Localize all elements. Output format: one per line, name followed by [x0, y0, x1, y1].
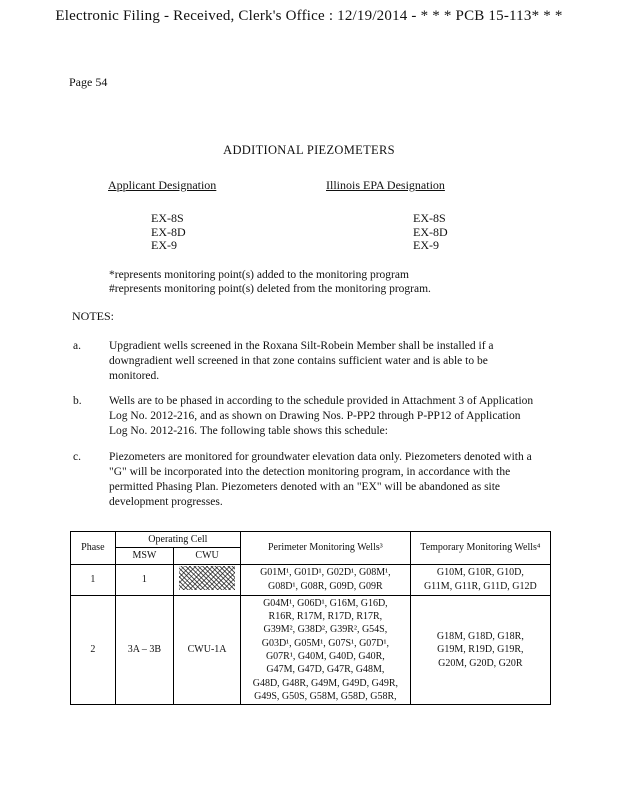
legend-added: *represents monitoring point(s) added to the monitoring program	[109, 269, 409, 281]
note-text: Upgradient wells screened in the Roxana Silt-Robein Member shall be installed if a downgradient well screened in that zone contains sufficient water and is able to be monitored.	[109, 340, 494, 382]
note-label: c.	[73, 451, 81, 463]
applicant-designation-heading: Applicant Designation	[108, 178, 217, 192]
header-cwu: CWU	[174, 548, 241, 564]
cell-phase: 2	[71, 595, 116, 704]
well-line: G07R¹, G40M, G40D, G40R,	[265, 651, 385, 663]
cell-cwu	[174, 564, 241, 595]
well-id: EX-8D	[151, 224, 186, 239]
well-line: G08D¹, G08R, G09D, G09R	[268, 580, 383, 592]
page-title: ADDITIONAL PIEZOMETERS	[223, 143, 395, 157]
applicant-wells-list	[151, 212, 186, 253]
well-line: G48D, G48R, G49M, G49D, G49R,	[252, 677, 399, 689]
legend	[109, 268, 431, 296]
cell-temporary	[410, 564, 550, 595]
epa-designation-heading: Illinois EPA Designation	[326, 178, 445, 192]
header-operating-cell: Operating Cell	[115, 532, 240, 548]
cell-phase: 1	[71, 564, 116, 595]
header-phase: Phase	[71, 532, 116, 565]
well-line: G20M, G20D, G20R	[438, 657, 523, 669]
note-a	[73, 339, 543, 384]
cell-perimeter	[241, 564, 411, 595]
well-id: EX-9	[151, 238, 177, 252]
well-id: EX-9	[413, 238, 439, 252]
well-line: G01M¹, G01D¹, G02D¹, G08M¹,	[260, 567, 391, 579]
cell-perimeter	[241, 595, 411, 704]
page-number: Page 54	[69, 75, 108, 89]
well-line: G39M², G38D², G39R², G54S,	[263, 624, 388, 636]
scan-noise-pattern	[179, 566, 235, 590]
well-line: G19M, R19D, G19R,	[437, 644, 524, 656]
cell-temporary	[410, 595, 550, 704]
well-line: G10M, G10R, G10D,	[436, 567, 524, 579]
epa-wells-list	[413, 212, 448, 253]
note-b	[73, 394, 543, 439]
well-line: G11M, G11R, G11D, G12D	[423, 580, 537, 592]
note-label: a.	[73, 340, 81, 352]
note-text: Piezometers are monitored for groundwater elevation data only. Piezometers denoted with a "G" will be incorporated into the detection monitoring program, in accordance with the permitted Phasing Plan. Piezometers denoted with an "EX" will be abandoned as site development progresses.	[109, 451, 532, 508]
header-temporary-wells: Temporary Monitoring Wells⁴	[410, 532, 550, 565]
table-row	[71, 564, 551, 595]
notes-heading: NOTES:	[72, 309, 114, 323]
header-perimeter-wells: Perimeter Monitoring Wells³	[241, 532, 411, 565]
table-row	[71, 595, 551, 704]
phasing-table	[70, 531, 551, 705]
well-line: R16R, R17M, R17D, R17R,	[268, 611, 383, 623]
filing-header: Electronic Filing - Received, Clerk's Office : 12/19/2014 - * * * PCB 15-113* * *	[55, 8, 563, 24]
well-id: EX-8S	[413, 211, 446, 225]
note-text: Wells are to be phased in according to the schedule provided in Attachment 3 of Application Log No. 2012-216, and as shown on Drawing Nos. P-PP2 through P-PP12 of Application Log No. 2012-216. The following table shows this schedule:	[109, 395, 534, 437]
cell-msw: 3A – 3B	[115, 595, 173, 704]
well-id: EX-8D	[413, 224, 448, 239]
well-line: G03D¹, G05M¹, G07S¹, G07D¹,	[261, 637, 390, 649]
well-id: EX-8S	[151, 211, 184, 225]
well-line: G18M, G18D, G18R,	[436, 631, 524, 643]
header-msw: MSW	[115, 548, 173, 564]
well-line: G04M¹, G06D¹, G16M, G16D,	[263, 597, 388, 609]
well-line: G49S, G50S, G58M, G58D, G58R,	[254, 690, 397, 702]
cell-msw: 1	[115, 564, 173, 595]
well-line: G47M, G47D, G47R, G48M,	[266, 664, 385, 676]
legend-deleted: #represents monitoring point(s) deleted from the monitoring program.	[109, 283, 431, 295]
cell-cwu: CWU-1A	[174, 595, 241, 704]
note-c	[73, 450, 543, 510]
note-label: b.	[73, 395, 82, 407]
table-header-row	[71, 532, 551, 548]
